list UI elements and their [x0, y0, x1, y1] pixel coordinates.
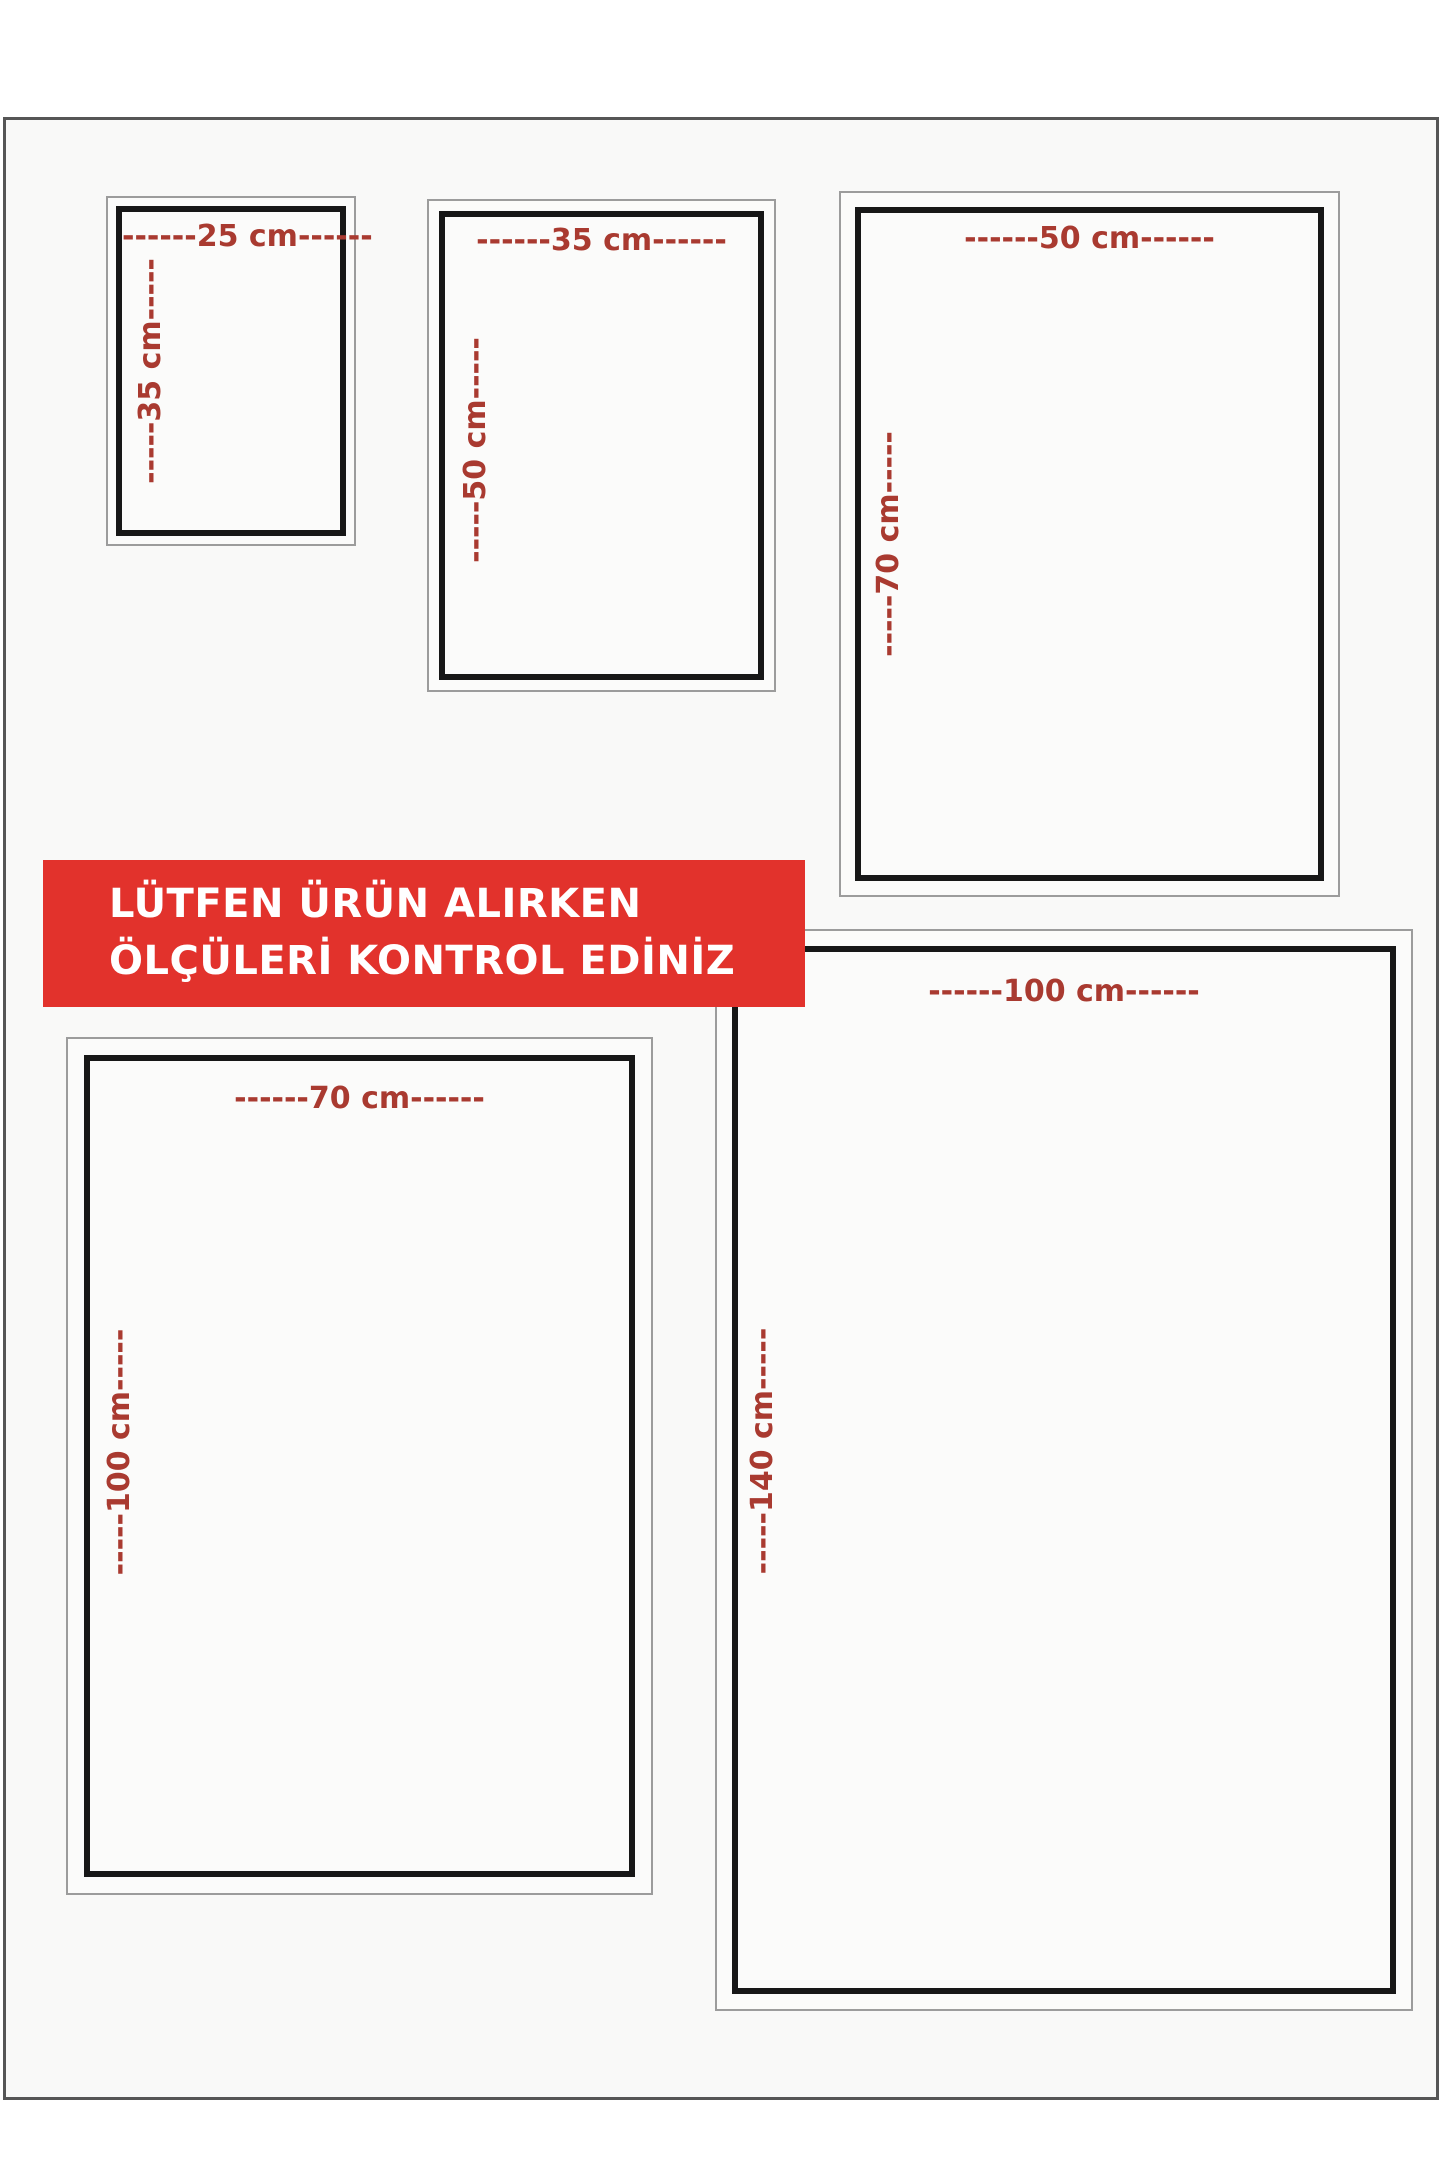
warning-banner-line2: ÖLÇÜLERİ KONTROL EDİNİZ — [109, 938, 736, 984]
width-dimension-label-100cm: ------100 cm------ — [928, 974, 1200, 1009]
size-check-warning-banner — [43, 860, 805, 1007]
size-diagram-35x50-frame — [439, 211, 764, 680]
height-dimension-label-140cm: -----140 cm----- — [745, 1327, 780, 1575]
size-diagram-70x100-frame — [84, 1055, 635, 1877]
width-dimension-label-70cm: ------70 cm------ — [234, 1081, 485, 1116]
size-diagram-25x35-frame — [116, 206, 373, 536]
height-dimension-label-100cm: -----100 cm----- — [102, 1328, 137, 1576]
size-diagram-70x100 — [66, 1037, 653, 1895]
width-dimension-label-50cm: ------50 cm------ — [964, 221, 1215, 256]
size-diagram-50x70-frame — [855, 207, 1324, 881]
size-diagram-25x35 — [106, 196, 373, 546]
width-dimension-label-25cm: ------25 cm------ — [122, 219, 373, 254]
size-diagram-35x50 — [427, 199, 776, 692]
page-background-card — [3, 117, 1439, 2100]
size-diagram-100x140-frame — [732, 946, 1396, 1994]
size-diagram-50x70 — [839, 191, 1340, 897]
height-dimension-label-50cm: -----50 cm----- — [458, 336, 493, 563]
warning-banner-line1: LÜTFEN ÜRÜN ALIRKEN — [109, 881, 642, 927]
width-dimension-label-35cm: ------35 cm------ — [476, 223, 727, 258]
height-dimension-label-70cm: -----70 cm----- — [871, 431, 906, 657]
size-diagram-100x140 — [715, 929, 1413, 2011]
height-dimension-label-35cm: -----35 cm----- — [133, 258, 168, 484]
